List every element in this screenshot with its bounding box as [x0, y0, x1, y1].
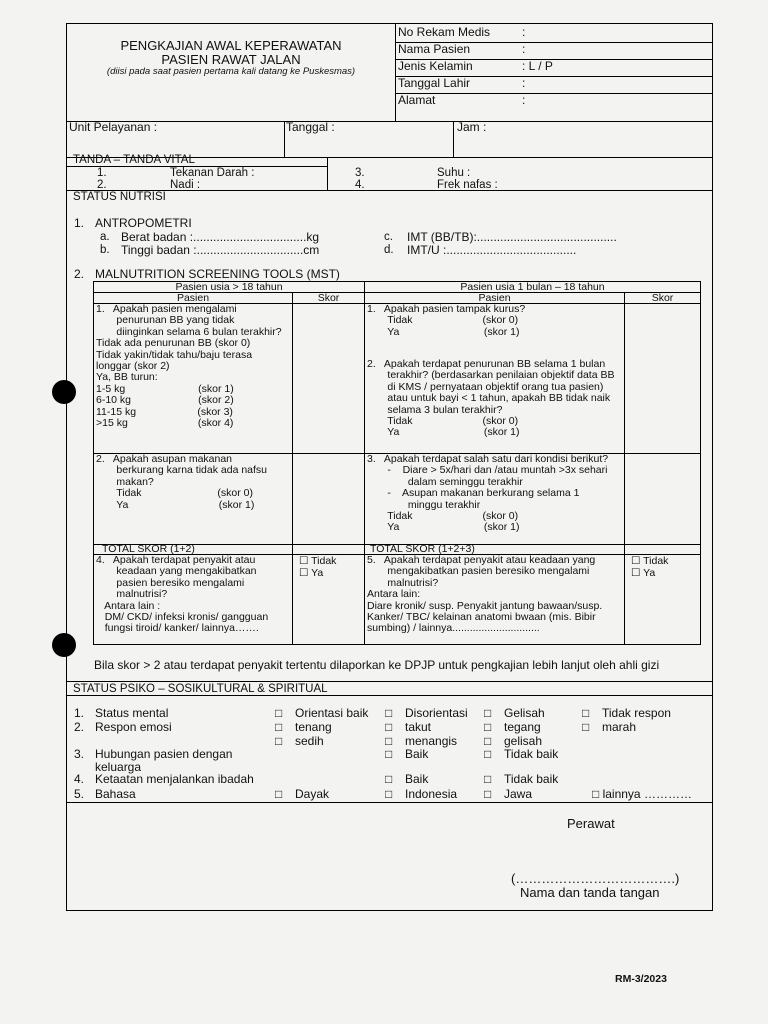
psycho-option-checkbox[interactable]: □ [582, 706, 590, 720]
psycho-option-checkbox[interactable]: □ [385, 787, 393, 801]
anthropometry-num: 1. [74, 216, 85, 230]
vital-label-respiration: Frek nafas : [437, 179, 498, 191]
vital-signs-title: TANDA – TANDA VITAL [73, 154, 195, 166]
cell-line: pasien beresiko mengalami [96, 576, 245, 589]
cell-line: Ya (skor 1) [367, 426, 520, 439]
anthro-letter-d: d. [384, 244, 394, 256]
cell-line: 1-5 kg (skor 1) [96, 382, 234, 395]
psycho-option-checkbox[interactable]: □ [385, 747, 393, 761]
cell-line: berkurang karna tidak ada nafsu [96, 464, 268, 477]
signature-role: Perawat [567, 816, 615, 831]
anthro-height: Tinggi badan :................................cm [121, 243, 320, 257]
signature-caption: Nama dan tanda tangan [520, 885, 660, 900]
cell-line: Diare kronik/ susp. Penyakit jantung bawaan/susp. [367, 599, 603, 612]
cell-line: 1. Apakah pasien mengalami [96, 303, 237, 315]
psycho-option-checkbox[interactable]: □ [484, 734, 492, 748]
cell-line: 1. Apakah pasien tampak kurus? [367, 303, 526, 315]
vital-label-temperature: Suhu : [437, 167, 471, 179]
mst-adult-header: Pasien usia > 18 tahun [175, 281, 283, 293]
cell-line: 3. Apakah terdapat salah satu dari kondisi berikut? [367, 453, 609, 465]
anthro-bmi-age: IMT/U :....................................... [407, 243, 577, 257]
mst-title: MALNUTRITION SCREENING TOOLS (MST) [95, 267, 340, 281]
psycho-option-label: Dayak [295, 787, 330, 801]
cell-line: Tidak yakin/tidak tahu/baju terasa [96, 348, 253, 361]
cell-line: Ya (skor 1) [96, 498, 255, 511]
patient-field-label: No Rekam Medis [398, 25, 491, 39]
mst-child-header: Pasien usia 1 bulan – 18 tahun [460, 281, 605, 293]
psycho-option-label: Tidak baik [504, 772, 559, 786]
psycho-option-checkbox[interactable]: □ [484, 706, 492, 720]
psycho-row-label: Respon emosi [95, 720, 172, 734]
patient-field-label: Jenis Kelamin [398, 59, 473, 73]
anthropometry-title: ANTROPOMETRI [95, 216, 192, 230]
cell-line: - Diare > 5x/hari dan /atau muntah >3x sehari [367, 464, 608, 477]
patient-field-label: Tanggal Lahir [398, 76, 471, 90]
psycho-option-label: Disorientasi [405, 706, 468, 720]
patient-field-value[interactable]: : [522, 25, 526, 39]
psycho-row-label: keluarga [95, 760, 142, 774]
cell-line: Tidak ada penurunan BB (skor 0) [96, 337, 251, 350]
mst-num: 2. [74, 267, 85, 281]
patient-field-label: Nama Pasien [398, 42, 471, 56]
mst-child-q5-yes-checkbox[interactable]: ☐ Ya [631, 567, 656, 579]
cell-line: Ya (skor 1) [367, 325, 520, 338]
mst-table [93, 281, 701, 645]
cell-line: Tidak (skor 0) [367, 415, 519, 427]
cell-line: malnutrisi? [367, 576, 439, 589]
cell-line: selama 3 bulan terakhir? [367, 403, 503, 416]
psycho-option-label: menangis [405, 734, 458, 748]
vital-num-2: 2. [97, 179, 107, 191]
psycho-row-label: Ketaatan menjalankan ibadah [95, 772, 254, 786]
psycho-option-checkbox[interactable]: □ [484, 772, 492, 786]
cell-line: penurunan BB yang tidak [96, 314, 235, 327]
cell-line: fungsi tiroid/ kanker/ lainnya……. [96, 622, 259, 635]
patient-field-value[interactable]: : L / P [522, 59, 553, 73]
psycho-option-checkbox[interactable]: □ [385, 734, 393, 748]
service-time-label: Jam : [457, 120, 487, 134]
patient-field-value[interactable]: : [522, 42, 526, 56]
mst-adult-q4-no-checkbox[interactable]: ☐ Tidak [299, 555, 337, 567]
psycho-option-label: tenang [295, 720, 332, 734]
signature-blank: (……………………………….) [511, 871, 680, 886]
anthro-letter-a: a. [100, 231, 110, 243]
cell-line: 6-10 kg (skor 2) [96, 394, 234, 407]
cell-line: makan? [96, 475, 154, 488]
cell-line: mengakibatkan pasien beresiko mengalami [367, 565, 590, 578]
psycho-row-num: 5. [74, 787, 85, 801]
cell-line: 2. Apakah terdapat penurunan BB selama 1 bulan [367, 358, 606, 370]
psycho-option-label: Gelisah [504, 706, 545, 720]
psycho-option-label: Baik [405, 747, 429, 761]
psycho-option-label: Orientasi baik [295, 706, 369, 720]
psycho-option-label: Indonesia [405, 787, 458, 801]
psycho-option-checkbox[interactable]: □ [385, 706, 393, 720]
assessment-form [66, 23, 713, 911]
cell-line: Tidak (skor 0) [367, 510, 519, 522]
mst-adult-col-score: Skor [317, 292, 340, 304]
mst-child-col-score: Skor [651, 292, 674, 304]
cell-line: di KMS / pernyataan objektif orang tua pasien) [367, 380, 604, 393]
cell-line: 2. Apakah asupan makanan [96, 453, 233, 465]
cell-line: - Asupan makanan berkurang selama 1 [367, 487, 580, 500]
mst-child-col-patient: Pasien [478, 292, 511, 304]
cell-line: keadaan yang mengakibatkan [96, 565, 257, 578]
psycho-option-checkbox[interactable]: □ [582, 720, 590, 734]
cell-line: minggu terakhir [367, 498, 481, 511]
psycho-option-label: gelisah [504, 734, 543, 748]
psycho-row-label: Status mental [95, 706, 169, 720]
psycho-option-label: takut [405, 720, 432, 734]
mst-adult-total: TOTAL SKOR (1+2) [102, 543, 195, 555]
psycho-row-num: 2. [74, 720, 85, 734]
psycho-option-checkbox[interactable]: □ [275, 787, 283, 801]
psycho-option-label: Tidak respon [602, 706, 671, 720]
form-subtitle: (diisi pada saat pasien pertama kali datang ke Puskesmas) [106, 66, 356, 77]
patient-field-label: Alamat [398, 93, 436, 107]
anthro-bmi: IMT (BB/TB):.......................................... [407, 230, 617, 244]
psycho-row-num: 3. [74, 747, 85, 761]
cell-line: Kanker/ TBC/ kelainan anatomi bwaan (mis. Bibir [367, 611, 596, 623]
anthro-weight: Berat badan :..................................kg [121, 230, 320, 244]
cell-line: longgar (skor 2) [96, 360, 170, 372]
cell-line: dalam seminggu terakhir [367, 475, 523, 488]
cell-line: Ya, BB turun: [96, 371, 158, 384]
cell-line: 11-15 kg (skor 3) [96, 405, 233, 418]
patient-field-value[interactable]: : [522, 76, 526, 90]
service-unit-label: Unit Pelayanan : [69, 120, 158, 134]
referral-note: Bila skor > 2 atau terdapat penyakit tertentu dilaporkan ke DPJP untuk pengkajian lebih lanjut oleh ahli gizi [94, 658, 660, 672]
cell-line: sumbing) / lainnya.............................. [367, 622, 540, 635]
cell-line: Antara lain : [96, 599, 161, 612]
psycho-option-label: Jawa [504, 787, 533, 801]
vital-label-blood-pressure: Tekanan Darah : [170, 167, 255, 179]
cell-line: Ya (skor 1) [367, 521, 520, 534]
cell-line: atau untuk bayi < 1 tahun, apakah BB tidak naik [367, 392, 611, 405]
cell-line: Tidak (skor 0) [96, 487, 253, 500]
psycho-option-checkbox[interactable]: □ [275, 706, 283, 720]
service-date-label: Tanggal : [286, 120, 335, 134]
psycho-option-label: Tidak baik [504, 747, 559, 761]
mst-adult-col-patient: Pasien [176, 292, 210, 304]
mst-adult-q4-yes-checkbox[interactable]: ☐ Ya [299, 567, 324, 579]
psycho-option-label: tegang [504, 720, 541, 734]
cell-line: malnutrisi? [96, 588, 168, 601]
lainnya-checkbox[interactable]: □ lainnya ………… [592, 787, 692, 801]
cell-line: 5. Apakah terdapat penyakit atau keadaan yang [367, 554, 596, 566]
psycho-row-label: Bahasa [95, 787, 136, 801]
psycho-option-checkbox[interactable]: □ [385, 772, 393, 786]
mst-child-total: TOTAL SKOR (1+2+3) [370, 543, 475, 555]
vital-num-1: 1. [97, 167, 107, 179]
cell-line: Antara lain: [367, 588, 421, 601]
psycho-option-checkbox[interactable]: □ [484, 720, 492, 734]
vital-num-4: 4. [355, 179, 365, 191]
anthro-letter-c: c. [384, 231, 393, 243]
psycho-row-num: 1. [74, 706, 85, 720]
psycho-option-checkbox[interactable]: □ [385, 720, 393, 734]
cell-line: diinginkan selama 6 bulan terakhir? [96, 325, 282, 338]
vital-num-3: 3. [355, 167, 365, 179]
anthro-letter-b: b. [100, 244, 110, 256]
cell-line: terakhir? (berdasarkan penilaian objektif data BB [367, 369, 615, 382]
nutrition-title: STATUS NUTRISI [73, 191, 166, 203]
cell-line: 4. Apakah terdapat penyakit atau [96, 554, 256, 566]
form-code: RM-3/2023 [615, 973, 667, 985]
psycho-option-label: marah [602, 720, 637, 734]
psycho-option-checkbox[interactable]: □ [484, 747, 492, 761]
psycho-row-num: 4. [74, 772, 85, 786]
form-title-line2: PASIEN RAWAT JALAN [161, 52, 301, 67]
psycho-option-checkbox[interactable]: □ [275, 720, 283, 734]
mst-child-q5-no-checkbox[interactable]: ☐ Tidak [631, 555, 669, 567]
psycho-option-checkbox[interactable]: □ [484, 787, 492, 801]
vital-label-pulse: Nadi : [170, 179, 201, 191]
form-title-line1: PENGKAJIAN AWAL KEPERAWATAN [120, 38, 342, 53]
psycho-row-label: Hubungan pasien dengan [95, 747, 233, 761]
cell-line: >15 kg (skor 4) [96, 417, 234, 429]
cell-line: DM/ CKD/ infeksi kronis/ gangguan [96, 611, 269, 623]
cell-line: Tidak (skor 0) [367, 314, 519, 327]
patient-field-value[interactable]: : [522, 93, 526, 107]
psycho-option-checkbox[interactable]: □ [275, 734, 283, 748]
psycho-option-label: Baik [405, 772, 429, 786]
psycho-option-label: sedih [295, 734, 324, 748]
psycho-title: STATUS PSIKO – SOSIKULTURAL & SPIRITUAL [73, 683, 328, 695]
